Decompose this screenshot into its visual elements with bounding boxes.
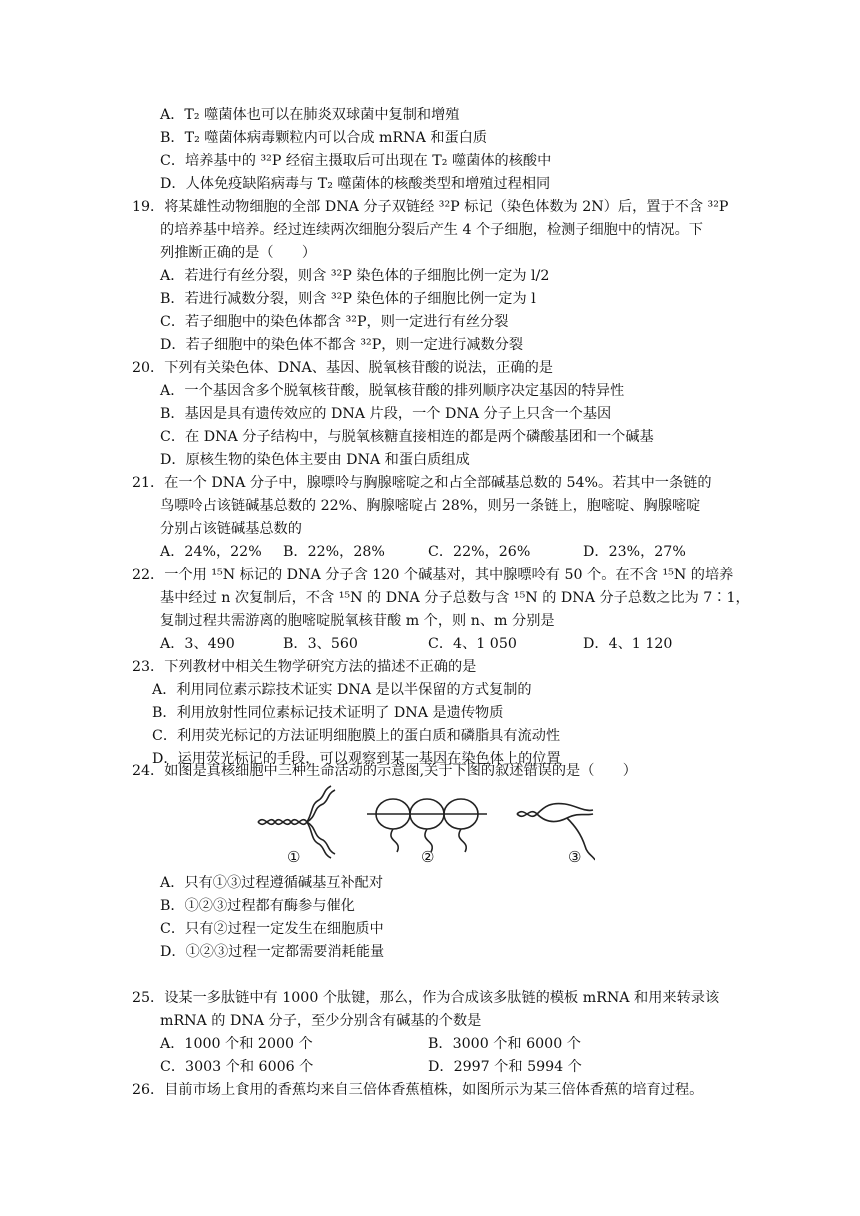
q24-stem: 24．如图是真核细胞中三种生命活动的示意图,关于下图的叙述错误的是（ ） <box>132 763 637 779</box>
q19-stem-line3: 列推断正确的是（ ） <box>160 245 317 261</box>
q20-stem: 20．下列有关染色体、DNA、基因、脱氧核苷酸的说法，正确的是 <box>132 360 553 376</box>
q20-option-c: C．在 DNA 分子结构中，与脱氧核糖直接相连的都是两个磷酸基团和一个碱基 <box>160 429 654 445</box>
q20-option-a: A．一个基因含多个脱氧核苷酸，脱氧核苷酸的排列顺序决定基因的特异性 <box>160 383 625 399</box>
q23-stem: 23．下列教材中相关生物学研究方法的描述不正确的是 <box>132 659 477 675</box>
q22-option-c: C．4、1 050 <box>428 636 517 652</box>
q21-stem-line1: 21．在一个 DNA 分子中，腺嘌呤与胸腺嘧啶之和占全部碱基总数的 54%。若其中一条链的 <box>132 475 712 491</box>
q19-option-c: C．若子细胞中的染色体都含 ³²P，则一定进行有丝分裂 <box>160 314 509 330</box>
q18-option-c: C．培养基中的 ³²P 经宿主摄取后可出现在 T₂ 噬菌体的核酸中 <box>160 153 552 169</box>
q20-option-b: B．基因是具有遗传效应的 DNA 片段，一个 DNA 分子上只含一个基因 <box>160 406 612 422</box>
q22-stem-line2: 基中经过 n 次复制后，不含 ¹⁵N 的 DNA 分子总数与含 ¹⁵N 的 DNA 分子总数之比为 7∶1， <box>160 590 750 606</box>
q25-option-c: C．3003 个和 6006 个 <box>160 1059 314 1075</box>
q25-stem-line2: mRNA 的 DNA 分子，至少分别含有碱基的个数是 <box>160 1013 482 1029</box>
q24-option-c: C．只有②过程一定发生在细胞质中 <box>160 921 384 937</box>
q18-option-a: A．T₂ 噬菌体也可以在肺炎双球菌中复制和增殖 <box>160 107 460 123</box>
q21-stem-line2: 鸟嘌呤占该链碱基总数的 22%、胸腺嘧啶占 28%，则另一条链上，胞嘧啶、胸腺嘧啶 <box>160 498 701 514</box>
q19-option-d: D．若子细胞中的染色体不都含 ³²P，则一定进行减数分裂 <box>160 337 524 353</box>
q25-option-b: B．3000 个和 6000 个 <box>428 1036 581 1052</box>
q22-option-b: B．3、560 <box>283 636 358 652</box>
q19-stem-line2: 的培养基中培养。经过连续两次细胞分裂后产生 4 个子细胞，检测子细胞中的情况。下 <box>160 222 703 238</box>
q25-stem-line1: 25．设某一多肽链中有 1000 个肽键，那么，作为合成该多肽链的模板 mRNA 和用来转录该 <box>132 990 720 1006</box>
q20-option-d: D．原核生物的染色体主要由 DNA 和蛋白质组成 <box>160 452 470 468</box>
q19-stem-line1: 19．将某雄性动物细胞的全部 DNA 分子双链经 ³²P 标记（染色体数为 2N）后，置于不含 ³²P <box>132 199 729 215</box>
q19-option-a: A．若进行有丝分裂，则含 ³²P 染色体的子细胞比例一定为 l/2 <box>160 268 550 284</box>
q23-option-b: B．利用放射性同位素标记技术证明了 DNA 是遗传物质 <box>152 705 504 721</box>
q24-option-b: B．①②③过程都有酶参与催化 <box>160 898 355 914</box>
figure-label-1: ① <box>287 848 301 866</box>
q22-option-d: D．4、1 120 <box>583 636 673 652</box>
q25-option-a: A．1000 个和 2000 个 <box>160 1036 313 1052</box>
q19-option-b: B．若进行减数分裂，则含 ³²P 染色体的子细胞比例一定为 l <box>160 291 536 307</box>
q22-stem-line3: 复制过程共需游离的胞嘧啶脱氧核苷酸 m 个，则 n、m 分别是 <box>160 613 555 629</box>
q18-option-b: B．T₂ 噬菌体病毒颗粒内可以合成 mRNA 和蛋白质 <box>160 130 488 146</box>
figure-label-2: ② <box>421 848 435 866</box>
q21-option-d: D．23%，27% <box>583 544 686 560</box>
q24-option-d: D．①②③过程一定都需要消耗能量 <box>160 944 385 960</box>
transcription-drawing <box>517 803 595 860</box>
q21-option-b: B．22%，28% <box>283 544 385 560</box>
polysome-drawing <box>367 799 487 852</box>
q21-option-c: C．22%，26% <box>428 544 531 560</box>
q23-option-a: A．利用同位素示踪技术证实 DNA 是以半保留的方式复制的 <box>152 682 532 698</box>
q18-option-d: D．人体免疫缺陷病毒与 T₂ 噬菌体的核酸类型和增殖过程相同 <box>160 176 551 192</box>
q22-stem-line1: 22．一个用 ¹⁵N 标记的 DNA 分子含 120 个碱基对，其中腺嘌呤有 50 个。在不含 ¹⁵N 的培养 <box>132 567 734 583</box>
q23-option-c: C．利用荧光标记的方法证明细胞膜上的蛋白质和磷脂具有流动性 <box>152 728 561 744</box>
q21-stem-line3: 分别占该链碱基总数的 <box>160 521 302 537</box>
figure-label-3: ③ <box>568 848 582 866</box>
q25-option-d: D．2997 个和 5994 个 <box>428 1059 582 1075</box>
q24-option-a: A．只有①③过程遵循碱基互补配对 <box>160 875 384 891</box>
q23-option-d: D．运用荧光标记的手段，可以观察到某一基因在染色体上的位置 <box>152 751 561 767</box>
q26-stem: 26．目前市场上食用的香蕉均来自三倍体香蕉植株，如图所示为某三倍体香蕉的培育过程。 <box>132 1082 704 1098</box>
q21-option-a: A．24%，22% <box>160 544 262 560</box>
q22-option-a: A．3、490 <box>160 636 235 652</box>
